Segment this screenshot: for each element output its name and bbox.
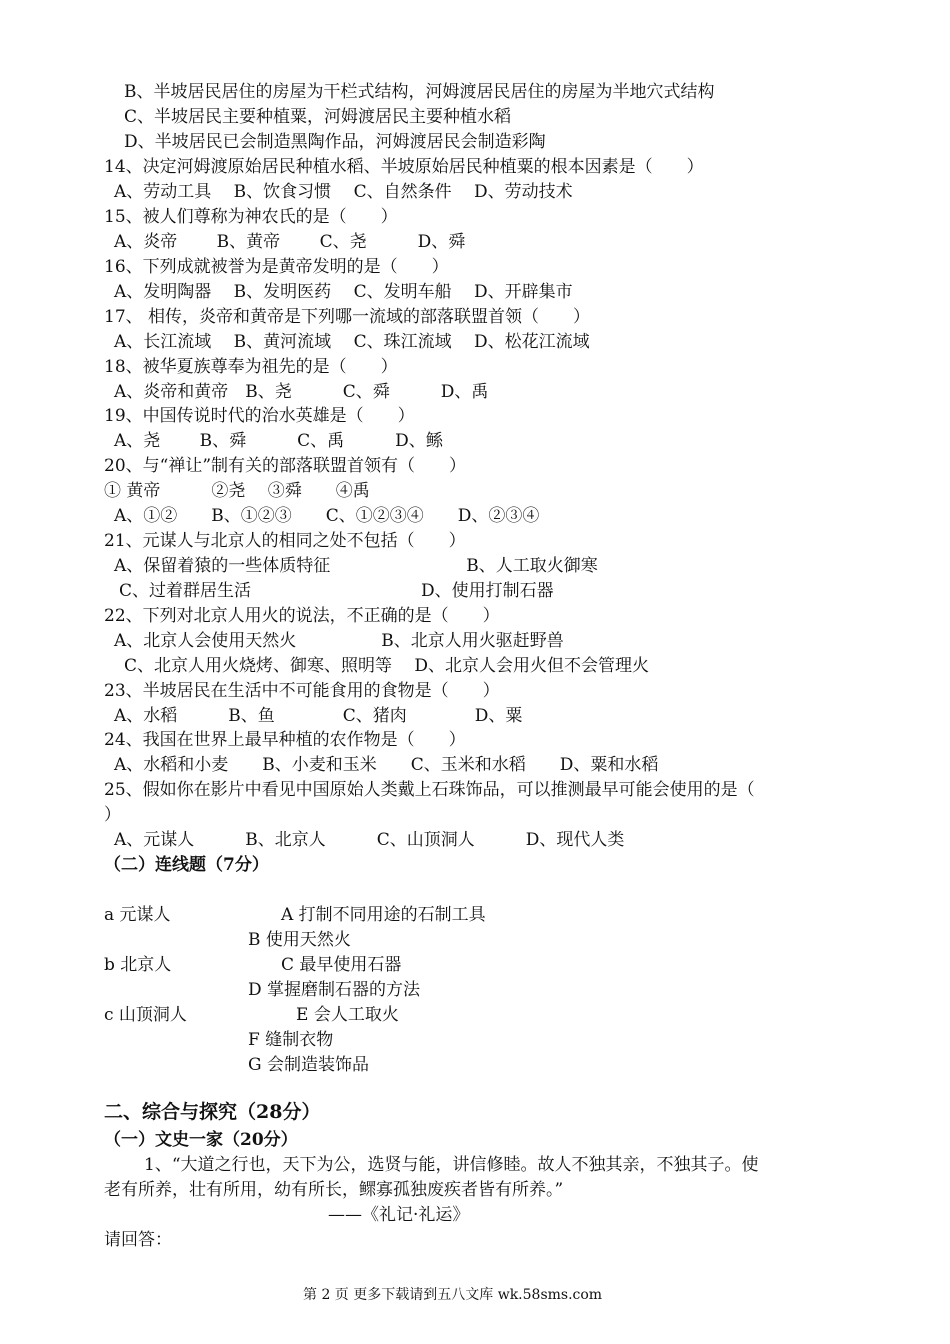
options-19: A、尧 B、舜 C、禹 D、鲧 — [114, 431, 443, 451]
options-22-ab: A、北京人会使用天然火 B、北京人用火驱赶野兽 — [114, 631, 564, 651]
match-right-C: C 最早使用石器 — [281, 955, 402, 975]
option-line: B、半坡居民居住的房屋为干栏式结构，河姆渡居民居住的房屋为半地穴式结构 — [124, 82, 715, 102]
match-left-c: c 山顶洞人 — [104, 1005, 187, 1025]
option-line: D、半坡居民已会制造黑陶作品，河姆渡居民会制造彩陶 — [124, 132, 546, 152]
match-left-b: b 北京人 — [104, 955, 172, 975]
question-23: 23、半坡居民在生活中不可能食用的食物是（ ） — [104, 681, 500, 701]
quote-line-2: 老有所养，壮有所用，幼有所长，鳏寡孤独废疾者皆有所养。” — [104, 1180, 564, 1200]
options-22-cd: C、北京人用火烧烤、御寒、照明等 D、北京人会用火但不会管理火 — [124, 656, 650, 676]
question-22: 22、下列对北京人用火的说法，不正确的是（ ） — [104, 606, 500, 626]
question-25: 25、假如你在影片中看见中国原始人类戴上石珠饰品，可以推测最早可能会使用的是（ — [104, 780, 755, 800]
options-21-cd: C、过着群居生活 D、使用打制石器 — [119, 581, 554, 601]
question-17: 17、 相传，炎帝和黄帝是下列哪一流域的部落联盟首领（ ） — [104, 307, 591, 327]
question-19: 19、中国传说时代的治水英雄是（ ） — [104, 406, 415, 426]
matching-heading: （二）连线题（7分） — [104, 855, 269, 875]
question-25-cont: ） — [104, 805, 121, 825]
options-23: A、水稻 B、鱼 C、猪肉 D、粟 — [114, 706, 523, 726]
answer-prompt: 请回答： — [104, 1230, 172, 1250]
match-right-D: D 掌握磨制石器的方法 — [248, 980, 421, 1000]
option-line: C、半坡居民主要种植粟，河姆渡居民主要种植水稻 — [124, 107, 512, 127]
options-14: A、劳动工具 B、饮食习惯 C、自然条件 D、劳动技术 — [114, 182, 573, 202]
question-24: 24、我国在世界上最早种植的农作物是（ ） — [104, 730, 466, 750]
section-title: 二、综合与探究（28分） — [104, 1101, 321, 1123]
options-21-ab: A、保留着猿的一些体质特征 B、人工取火御寒 — [114, 556, 598, 576]
options-25: A、元谋人 B、北京人 C、山顶洞人 D、现代人类 — [114, 830, 625, 850]
match-right-E: E 会人工取火 — [296, 1005, 399, 1025]
page-footer: 第 2 页 更多下载请到五八文库 wk.58sms.com — [303, 1287, 603, 1303]
match-right-G: G 会制造装饰品 — [248, 1055, 369, 1075]
options-17: A、长江流域 B、黄河流域 C、珠江流域 D、松花江流域 — [114, 332, 590, 352]
quote-line-1: 1、“大道之行也，天下为公，选贤与能，讲信修睦。故人不独其亲，不独其子。使 — [144, 1155, 759, 1175]
quote-source: ——《礼记·礼运》 — [328, 1205, 470, 1225]
question-20: 20、与“禅让”制有关的部落联盟首领有（ ） — [104, 456, 467, 476]
question-21: 21、元谋人与北京人的相同之处不包括（ ） — [104, 531, 466, 551]
items-20: ① 黄帝 ②尧 ③舜 ④禹 — [104, 481, 370, 501]
question-15: 15、被人们尊称为神农氏的是（ ） — [104, 207, 398, 227]
options-20: A、①② B、①②③ C、①②③④ D、②③④ — [114, 506, 540, 526]
options-15: A、炎帝 B、黄帝 C、尧 D、舜 — [114, 232, 466, 252]
options-24: A、水稻和小麦 B、小麦和玉米 C、玉米和水稻 D、粟和水稻 — [114, 755, 659, 775]
question-18: 18、被华夏族尊奉为祖先的是（ ） — [104, 357, 398, 377]
subsection-title: （一）文史一家（20分） — [104, 1130, 298, 1150]
options-16: A、发明陶器 B、发明医药 C、发明车船 D、开辟集市 — [114, 282, 573, 302]
match-left-a: a 元谋人 — [104, 905, 171, 925]
question-14: 14、决定河姆渡原始居民种植水稻、半坡原始居民种植粟的根本因素是（ ） — [104, 157, 704, 177]
match-right-F: F 缝制衣物 — [248, 1030, 334, 1050]
match-right-B: B 使用天然火 — [248, 930, 351, 950]
question-16: 16、下列成就被誉为是黄帝发明的是（ ） — [104, 257, 449, 277]
options-18: A、炎帝和黄帝 B、尧 C、舜 D、禹 — [114, 382, 489, 402]
match-right-A: A 打制不同用途的石制工具 — [281, 905, 486, 925]
